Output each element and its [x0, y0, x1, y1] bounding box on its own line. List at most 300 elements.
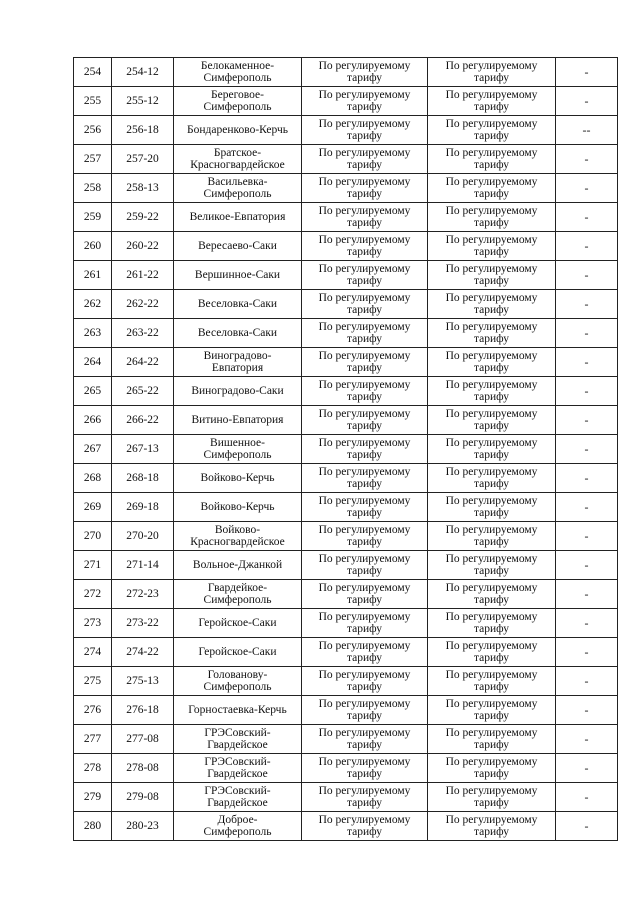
route-code-cell: 264-22 — [112, 348, 174, 377]
tariff-cell-a-line: По регулируемому — [318, 785, 411, 797]
note-cell: - — [556, 522, 618, 551]
route-name-cell-line: Белокаменное- — [200, 60, 275, 72]
route-name-cell — [174, 87, 302, 116]
tariff-cell-a — [302, 435, 428, 464]
tariff-cell-a-line: По регулируемому — [318, 553, 411, 565]
tariff-cell-b-line: тарифу — [473, 478, 510, 490]
route-name-cell — [174, 377, 302, 406]
note-cell: - — [556, 609, 618, 638]
tariff-cell-a-line: По регулируемому — [318, 89, 411, 101]
tariff-cell-a-line: По регулируемому — [318, 147, 411, 159]
route-name-cell-line: Гвардейское — [207, 739, 268, 751]
route-code-cell: 272-23 — [112, 580, 174, 609]
tariff-cell-b — [428, 348, 556, 377]
tariff-cell-a-line: По регулируемому — [318, 205, 411, 217]
note-cell: - — [556, 696, 618, 725]
tariff-cell-b-line: тарифу — [473, 101, 510, 113]
note-cell: - — [556, 725, 618, 754]
tariff-cell-b — [428, 464, 556, 493]
tariff-cell-a-line: тарифу — [346, 217, 383, 229]
table-row — [74, 174, 618, 203]
tariff-cell-b-line: По регулируемому — [445, 147, 538, 159]
tariff-cell-b-line: По регулируемому — [445, 205, 538, 217]
table-row — [74, 87, 618, 116]
tariff-cell-a-line: По регулируемому — [318, 582, 411, 594]
table-row — [74, 377, 618, 406]
route-number-cell: 279 — [74, 783, 112, 812]
note-cell: - — [556, 783, 618, 812]
route-name-cell-line: Войково- — [214, 524, 261, 536]
note-cell: - — [556, 377, 618, 406]
tariff-cell-b — [428, 609, 556, 638]
tariff-cell-a — [302, 754, 428, 783]
route-name-cell — [174, 696, 302, 725]
tariff-cell-a — [302, 522, 428, 551]
tariff-cell-a-line: По регулируемому — [318, 408, 411, 420]
tariff-cell-a — [302, 812, 428, 841]
tariff-cell-b — [428, 319, 556, 348]
route-code-cell: 267-13 — [112, 435, 174, 464]
tariff-cell-a — [302, 261, 428, 290]
table-row — [74, 261, 618, 290]
tariff-cell-a — [302, 174, 428, 203]
route-code-cell: 261-22 — [112, 261, 174, 290]
route-number-cell: 257 — [74, 145, 112, 174]
tariff-cell-b-line: тарифу — [473, 275, 510, 287]
route-code-cell: 255-12 — [112, 87, 174, 116]
route-name-cell — [174, 116, 302, 145]
table-row — [74, 203, 618, 232]
route-code-cell: 260-22 — [112, 232, 174, 261]
table-row — [74, 145, 618, 174]
route-number-cell: 277 — [74, 725, 112, 754]
route-name-cell-line: Геройское-Саки — [198, 617, 277, 629]
route-name-cell — [174, 812, 302, 841]
tariff-cell-a-line: тарифу — [346, 710, 383, 722]
tariff-cell-b-line: тарифу — [473, 188, 510, 200]
route-name-cell — [174, 464, 302, 493]
table-row — [74, 638, 618, 667]
tariff-cell-a-line: тарифу — [346, 72, 383, 84]
tariff-cell-a-line: По регулируемому — [318, 611, 411, 623]
route-number-cell: 255 — [74, 87, 112, 116]
tariff-cell-b-line: тарифу — [473, 333, 510, 345]
tariff-cell-a-line: тарифу — [346, 652, 383, 664]
tariff-cell-b-line: тарифу — [473, 681, 510, 693]
route-number-cell: 280 — [74, 812, 112, 841]
route-name-cell — [174, 783, 302, 812]
tariff-cell-a-line: тарифу — [346, 246, 383, 258]
tariff-cell-a-line: тарифу — [346, 159, 383, 171]
tariff-cell-a-line: По регулируемому — [318, 263, 411, 275]
tariff-cell-b-line: тарифу — [473, 768, 510, 780]
routes-table — [73, 57, 618, 841]
tariff-cell-b-line: По регулируемому — [445, 350, 538, 362]
route-number-cell: 262 — [74, 290, 112, 319]
tariff-cell-b-line: тарифу — [473, 246, 510, 258]
route-code-cell: 254-12 — [112, 58, 174, 87]
tariff-cell-b-line: По регулируемому — [445, 234, 538, 246]
tariff-cell-b-line: По регулируемому — [445, 321, 538, 333]
route-name-cell-line: Симферополь — [203, 101, 272, 113]
tariff-cell-b-line: тарифу — [473, 507, 510, 519]
tariff-cell-b — [428, 493, 556, 522]
note-cell: - — [556, 551, 618, 580]
tariff-cell-a-line: По регулируемому — [318, 495, 411, 507]
route-name-cell — [174, 58, 302, 87]
tariff-cell-b-line: По регулируемому — [445, 263, 538, 275]
tariff-cell-b-line: По регулируемому — [445, 785, 538, 797]
tariff-cell-b — [428, 232, 556, 261]
tariff-cell-b — [428, 290, 556, 319]
route-name-cell-line: ГРЭСовский- — [204, 785, 271, 797]
route-code-cell: 263-22 — [112, 319, 174, 348]
tariff-cell-b-line: По регулируемому — [445, 640, 538, 652]
route-name-cell-line: Братское- — [213, 147, 262, 159]
tariff-cell-b — [428, 580, 556, 609]
note-cell: - — [556, 203, 618, 232]
tariff-cell-a-line: тарифу — [346, 275, 383, 287]
tariff-cell-a-line: По регулируемому — [318, 379, 411, 391]
route-code-cell: 277-08 — [112, 725, 174, 754]
route-name-cell-line: Доброе- — [217, 814, 258, 826]
route-number-cell: 256 — [74, 116, 112, 145]
route-code-cell: 258-13 — [112, 174, 174, 203]
route-code-cell: 279-08 — [112, 783, 174, 812]
tariff-cell-a-line: По регулируемому — [318, 698, 411, 710]
route-name-cell-line: Бондаренково-Керчь — [187, 124, 288, 136]
tariff-cell-a-line: тарифу — [346, 304, 383, 316]
route-name-cell — [174, 754, 302, 783]
table-row — [74, 667, 618, 696]
route-name-cell — [174, 348, 302, 377]
route-name-cell-line: Вольное-Джанкой — [192, 559, 283, 571]
tariff-cell-b-line: тарифу — [473, 449, 510, 461]
note-cell: - — [556, 667, 618, 696]
tariff-cell-a-line: По регулируемому — [318, 814, 411, 826]
tariff-cell-a — [302, 638, 428, 667]
note-cell: - — [556, 435, 618, 464]
tariff-cell-a-line: тарифу — [346, 101, 383, 113]
note-cell: - — [556, 638, 618, 667]
tariff-cell-b — [428, 58, 556, 87]
route-name-cell-line: Гвардейкое- — [207, 582, 268, 594]
note-cell: - — [556, 406, 618, 435]
route-name-cell — [174, 406, 302, 435]
route-name-cell — [174, 435, 302, 464]
route-code-cell: 271-14 — [112, 551, 174, 580]
tariff-cell-b — [428, 87, 556, 116]
route-name-cell-line: Веселовка-Саки — [197, 327, 278, 339]
tariff-cell-b — [428, 406, 556, 435]
route-name-cell — [174, 551, 302, 580]
tariff-cell-b — [428, 522, 556, 551]
tariff-cell-b-line: тарифу — [473, 565, 510, 577]
table-row — [74, 435, 618, 464]
route-name-cell — [174, 609, 302, 638]
route-name-cell-line: Симферополь — [203, 826, 272, 838]
route-number-cell: 278 — [74, 754, 112, 783]
table-row — [74, 232, 618, 261]
route-name-cell — [174, 319, 302, 348]
note-cell: - — [556, 232, 618, 261]
table-row — [74, 406, 618, 435]
route-name-cell — [174, 145, 302, 174]
tariff-cell-b — [428, 638, 556, 667]
table-row — [74, 290, 618, 319]
tariff-cell-a-line: тарифу — [346, 507, 383, 519]
tariff-cell-b-line: тарифу — [473, 594, 510, 606]
tariff-cell-a-line: По регулируемому — [318, 234, 411, 246]
note-cell: - — [556, 812, 618, 841]
route-number-cell: 261 — [74, 261, 112, 290]
tariff-cell-a-line: тарифу — [346, 188, 383, 200]
note-cell: - — [556, 754, 618, 783]
note-cell: - — [556, 174, 618, 203]
tariff-cell-b — [428, 812, 556, 841]
tariff-cell-b-line: тарифу — [473, 623, 510, 635]
table-row — [74, 725, 618, 754]
tariff-cell-a-line: тарифу — [346, 449, 383, 461]
tariff-cell-b-line: тарифу — [473, 304, 510, 316]
note-cell: - — [556, 493, 618, 522]
tariff-cell-b — [428, 551, 556, 580]
note-cell: - — [556, 464, 618, 493]
route-number-cell: 273 — [74, 609, 112, 638]
route-name-cell-line: Евпатория — [211, 362, 264, 374]
tariff-cell-a-line: тарифу — [346, 565, 383, 577]
tariff-cell-a-line: По регулируемому — [318, 176, 411, 188]
table-row — [74, 464, 618, 493]
route-name-cell-line: Великое-Евпатория — [189, 211, 286, 223]
tariff-cell-b-line: По регулируемому — [445, 756, 538, 768]
tariff-cell-b-line: тарифу — [473, 826, 510, 838]
route-number-cell: 275 — [74, 667, 112, 696]
route-name-cell — [174, 203, 302, 232]
tariff-cell-a-line: тарифу — [346, 130, 383, 142]
route-name-cell-line: ГРЭСовский- — [204, 727, 271, 739]
tariff-cell-a — [302, 377, 428, 406]
table-row — [74, 609, 618, 638]
note-cell: - — [556, 261, 618, 290]
tariff-cell-a-line: По регулируемому — [318, 640, 411, 652]
tariff-cell-b-line: тарифу — [473, 217, 510, 229]
route-code-cell: 268-18 — [112, 464, 174, 493]
tariff-cell-b-line: По регулируемому — [445, 60, 538, 72]
tariff-cell-b-line: По регулируемому — [445, 466, 538, 478]
note-cell: - — [556, 580, 618, 609]
tariff-cell-a-line: тарифу — [346, 478, 383, 490]
tariff-cell-a-line: По регулируемому — [318, 727, 411, 739]
tariff-cell-a-line: По регулируемому — [318, 669, 411, 681]
tariff-cell-b — [428, 696, 556, 725]
route-name-cell-line: Вишенное- — [210, 437, 265, 449]
table-row — [74, 493, 618, 522]
tariff-cell-a — [302, 783, 428, 812]
route-name-cell — [174, 638, 302, 667]
tariff-cell-b — [428, 203, 556, 232]
route-number-cell: 259 — [74, 203, 112, 232]
tariff-cell-a-line: тарифу — [346, 594, 383, 606]
tariff-cell-a-line: тарифу — [346, 391, 383, 403]
route-name-cell-line: Гвардейское — [207, 768, 268, 780]
tariff-cell-a — [302, 406, 428, 435]
tariff-cell-b-line: По регулируемому — [445, 176, 538, 188]
route-code-cell: 274-22 — [112, 638, 174, 667]
table-row — [74, 754, 618, 783]
route-number-cell: 268 — [74, 464, 112, 493]
route-name-cell-line: Вершинное-Саки — [194, 269, 281, 281]
route-number-cell: 254 — [74, 58, 112, 87]
tariff-cell-b-line: По регулируемому — [445, 669, 538, 681]
tariff-cell-b-line: тарифу — [473, 130, 510, 142]
tariff-cell-b-line: По регулируемому — [445, 118, 538, 130]
route-number-cell: 264 — [74, 348, 112, 377]
tariff-cell-a — [302, 232, 428, 261]
route-name-cell-line: Красногвардейское — [190, 159, 285, 171]
table-row — [74, 522, 618, 551]
tariff-cell-a — [302, 725, 428, 754]
route-number-cell: 276 — [74, 696, 112, 725]
route-code-cell: 270-20 — [112, 522, 174, 551]
tariff-cell-a-line: По регулируемому — [318, 118, 411, 130]
table-row — [74, 551, 618, 580]
route-number-cell: 260 — [74, 232, 112, 261]
note-cell: - — [556, 145, 618, 174]
tariff-cell-a-line: По регулируемому — [318, 437, 411, 449]
route-code-cell: 259-22 — [112, 203, 174, 232]
tariff-cell-b-line: По регулируемому — [445, 524, 538, 536]
route-name-cell — [174, 174, 302, 203]
route-code-cell: 257-20 — [112, 145, 174, 174]
tariff-cell-a — [302, 58, 428, 87]
tariff-cell-a — [302, 145, 428, 174]
note-cell: - — [556, 87, 618, 116]
route-code-cell: 256-18 — [112, 116, 174, 145]
route-name-cell-line: Геройское-Саки — [198, 646, 277, 658]
route-code-cell: 265-22 — [112, 377, 174, 406]
tariff-cell-a-line: тарифу — [346, 536, 383, 548]
tariff-cell-a-line: тарифу — [346, 739, 383, 751]
route-name-cell-line: Войково-Керчь — [200, 472, 275, 484]
routes-table-body — [74, 58, 618, 841]
tariff-cell-a — [302, 319, 428, 348]
tariff-cell-b-line: По регулируемому — [445, 698, 538, 710]
route-name-cell-line: Голованову- — [207, 669, 268, 681]
table-row — [74, 696, 618, 725]
tariff-cell-a-line: тарифу — [346, 362, 383, 374]
tariff-cell-b — [428, 174, 556, 203]
route-name-cell — [174, 725, 302, 754]
tariff-cell-a — [302, 551, 428, 580]
tariff-cell-b — [428, 667, 556, 696]
tariff-cell-b-line: тарифу — [473, 159, 510, 171]
tariff-cell-a — [302, 667, 428, 696]
tariff-cell-a-line: По регулируемому — [318, 756, 411, 768]
route-code-cell: 276-18 — [112, 696, 174, 725]
route-name-cell-line: Войково-Керчь — [200, 501, 275, 513]
table-row — [74, 319, 618, 348]
route-number-cell: 269 — [74, 493, 112, 522]
route-number-cell: 265 — [74, 377, 112, 406]
route-name-cell-line: Вересаево-Саки — [198, 240, 277, 252]
tariff-cell-a-line: По регулируемому — [318, 524, 411, 536]
route-name-cell-line: Гвардейское — [207, 797, 268, 809]
route-name-cell-line: ГРЭСовский- — [204, 756, 271, 768]
tariff-cell-a-line: По регулируемому — [318, 321, 411, 333]
note-cell: - — [556, 348, 618, 377]
tariff-cell-a — [302, 696, 428, 725]
tariff-cell-a-line: По регулируемому — [318, 466, 411, 478]
table-row — [74, 58, 618, 87]
tariff-cell-b — [428, 377, 556, 406]
route-number-cell: 266 — [74, 406, 112, 435]
tariff-cell-b-line: тарифу — [473, 797, 510, 809]
route-number-cell: 272 — [74, 580, 112, 609]
route-name-cell-line: Веселовка-Саки — [197, 298, 278, 310]
tariff-cell-b-line: По регулируемому — [445, 611, 538, 623]
tariff-cell-b-line: По регулируемому — [445, 292, 538, 304]
route-name-cell — [174, 261, 302, 290]
tariff-cell-a-line: тарифу — [346, 681, 383, 693]
route-code-cell: 269-18 — [112, 493, 174, 522]
tariff-cell-a — [302, 87, 428, 116]
route-code-cell: 280-23 — [112, 812, 174, 841]
route-number-cell: 271 — [74, 551, 112, 580]
tariff-cell-b-line: По регулируемому — [445, 553, 538, 565]
tariff-cell-b-line: тарифу — [473, 710, 510, 722]
route-number-cell: 263 — [74, 319, 112, 348]
tariff-cell-b-line: По регулируемому — [445, 727, 538, 739]
tariff-cell-a-line: тарифу — [346, 797, 383, 809]
route-number-cell: 258 — [74, 174, 112, 203]
tariff-cell-a-line: По регулируемому — [318, 292, 411, 304]
route-name-cell — [174, 580, 302, 609]
tariff-cell-a-line: По регулируемому — [318, 350, 411, 362]
tariff-cell-a — [302, 609, 428, 638]
route-name-cell-line: Симферополь — [203, 681, 272, 693]
tariff-cell-b — [428, 725, 556, 754]
tariff-cell-b-line: По регулируемому — [445, 437, 538, 449]
tariff-cell-b-line: тарифу — [473, 362, 510, 374]
route-code-cell: 278-08 — [112, 754, 174, 783]
tariff-cell-a — [302, 203, 428, 232]
tariff-cell-b-line: тарифу — [473, 652, 510, 664]
tariff-cell-a-line: По регулируемому — [318, 60, 411, 72]
route-name-cell — [174, 232, 302, 261]
tariff-cell-a-line: тарифу — [346, 826, 383, 838]
route-name-cell-line: Витино-Евпатория — [191, 414, 284, 426]
tariff-cell-b-line: По регулируемому — [445, 582, 538, 594]
route-name-cell — [174, 290, 302, 319]
route-code-cell: 262-22 — [112, 290, 174, 319]
table-row — [74, 580, 618, 609]
tariff-cell-b — [428, 435, 556, 464]
note-cell: - — [556, 58, 618, 87]
tariff-cell-b-line: По регулируемому — [445, 495, 538, 507]
route-name-cell-line: Виноградово- — [203, 350, 272, 362]
tariff-cell-a — [302, 290, 428, 319]
tariff-cell-a-line: тарифу — [346, 768, 383, 780]
note-cell: - — [556, 319, 618, 348]
route-name-cell — [174, 522, 302, 551]
route-name-cell-line: Васильевка- — [207, 176, 268, 188]
route-name-cell — [174, 667, 302, 696]
tariff-cell-a — [302, 464, 428, 493]
tariff-cell-b-line: По регулируемому — [445, 814, 538, 826]
tariff-cell-b-line: тарифу — [473, 391, 510, 403]
table-row — [74, 783, 618, 812]
